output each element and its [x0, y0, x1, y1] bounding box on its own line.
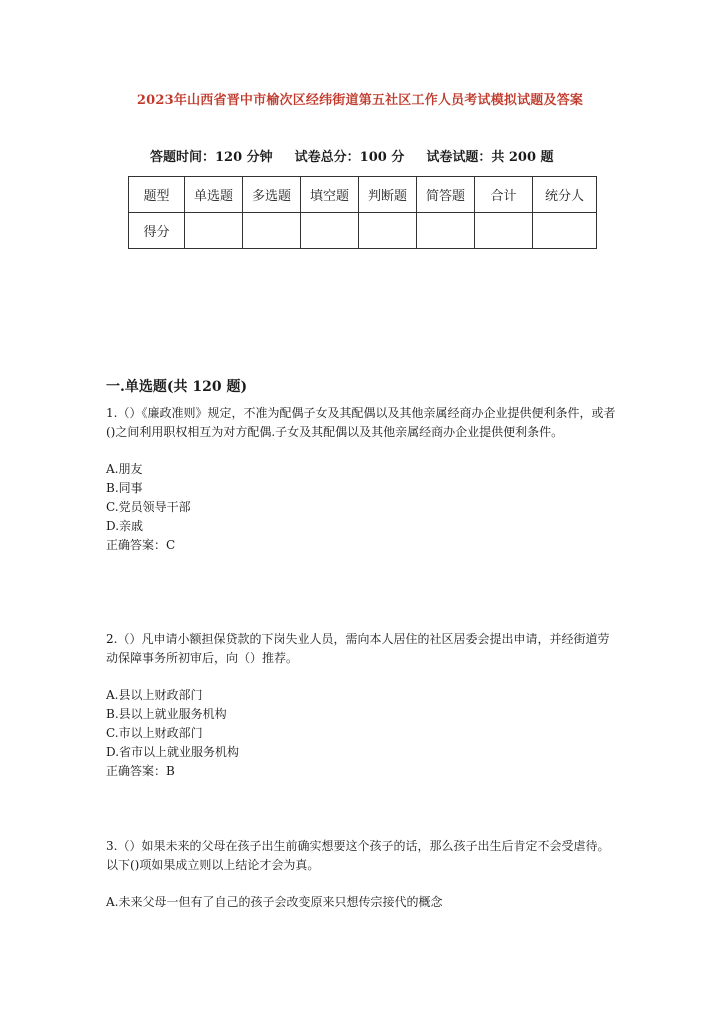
score-cell: [359, 213, 417, 249]
question-1: [106, 404, 616, 555]
exam-question-count: 试卷试题：共 200 题: [426, 150, 554, 165]
score-header-cell: 多选题: [243, 177, 301, 213]
option-b: B.同事: [106, 481, 143, 495]
question-2: [106, 630, 616, 781]
question-options: [106, 686, 616, 781]
option-d: D.省市以上就业服务机构: [106, 745, 240, 759]
score-table: [128, 176, 597, 249]
option-c: C.市以上财政部门: [106, 726, 203, 740]
score-cell: [417, 213, 475, 249]
score-cell: [475, 213, 533, 249]
question-stem: 2.（）凡申请小额担保贷款的下岗失业人员，需向本人居住的社区居委会提出申请，并经街道劳动保障事务所初审后，向（）推荐。: [106, 632, 610, 665]
question-stem: 3.（）如果未来的父母在孩子出生前确实想要这个孩子的话，那么孩子出生后肯定不会受虐待。以下()项如果成立则以上结论才会为真。: [106, 839, 610, 872]
correct-answer: 正确答案：B: [106, 764, 175, 778]
question-stem: 1.（）《廉政准则》规定，不准为配偶子女及其配偶以及其他亲属经商办企业提供便利条件，或者()之间利用职权相互为对方配偶.子女及其配偶以及其他亲属经商办企业提供便利条件。: [106, 406, 616, 439]
score-row-label: 得分: [129, 213, 185, 249]
score-cell: [533, 213, 597, 249]
option-a: A.未来父母一但有了自己的孩子会改变原来只想传宗接代的概念: [106, 895, 443, 909]
score-header-cell: 单选题: [185, 177, 243, 213]
score-cell: [243, 213, 301, 249]
exam-meta: [150, 146, 554, 165]
score-header-cell: 题型: [129, 177, 185, 213]
score-table-header-row: [129, 177, 597, 213]
score-header-cell: 合计: [475, 177, 533, 213]
score-header-cell: 统分人: [533, 177, 597, 213]
score-header-cell: 填空题: [301, 177, 359, 213]
score-header-cell: 判断题: [359, 177, 417, 213]
document-title: 2023年山西省晋中市榆次区经纬街道第五社区工作人员考试模拟试题及答案: [136, 93, 584, 108]
score-header-cell: 简答题: [417, 177, 475, 213]
section-title: 一.单选题(共 120 题): [106, 379, 248, 395]
correct-answer: 正确答案：C: [106, 538, 176, 552]
score-cell: [185, 213, 243, 249]
option-a: A.朋友: [106, 462, 143, 476]
option-c: C.党员领导干部: [106, 500, 191, 514]
exam-total-score: 试卷总分：100 分: [294, 150, 405, 165]
question-3: [106, 837, 616, 912]
score-cell: [301, 213, 359, 249]
exam-time: 答题时间：120 分钟: [150, 150, 273, 165]
score-table-score-row: [129, 213, 597, 249]
question-options: [106, 893, 616, 912]
option-d: D.亲戚: [106, 519, 144, 533]
question-options: [106, 460, 616, 555]
option-a: A.县以上财政部门: [106, 688, 203, 702]
option-b: B.县以上就业服务机构: [106, 707, 227, 721]
